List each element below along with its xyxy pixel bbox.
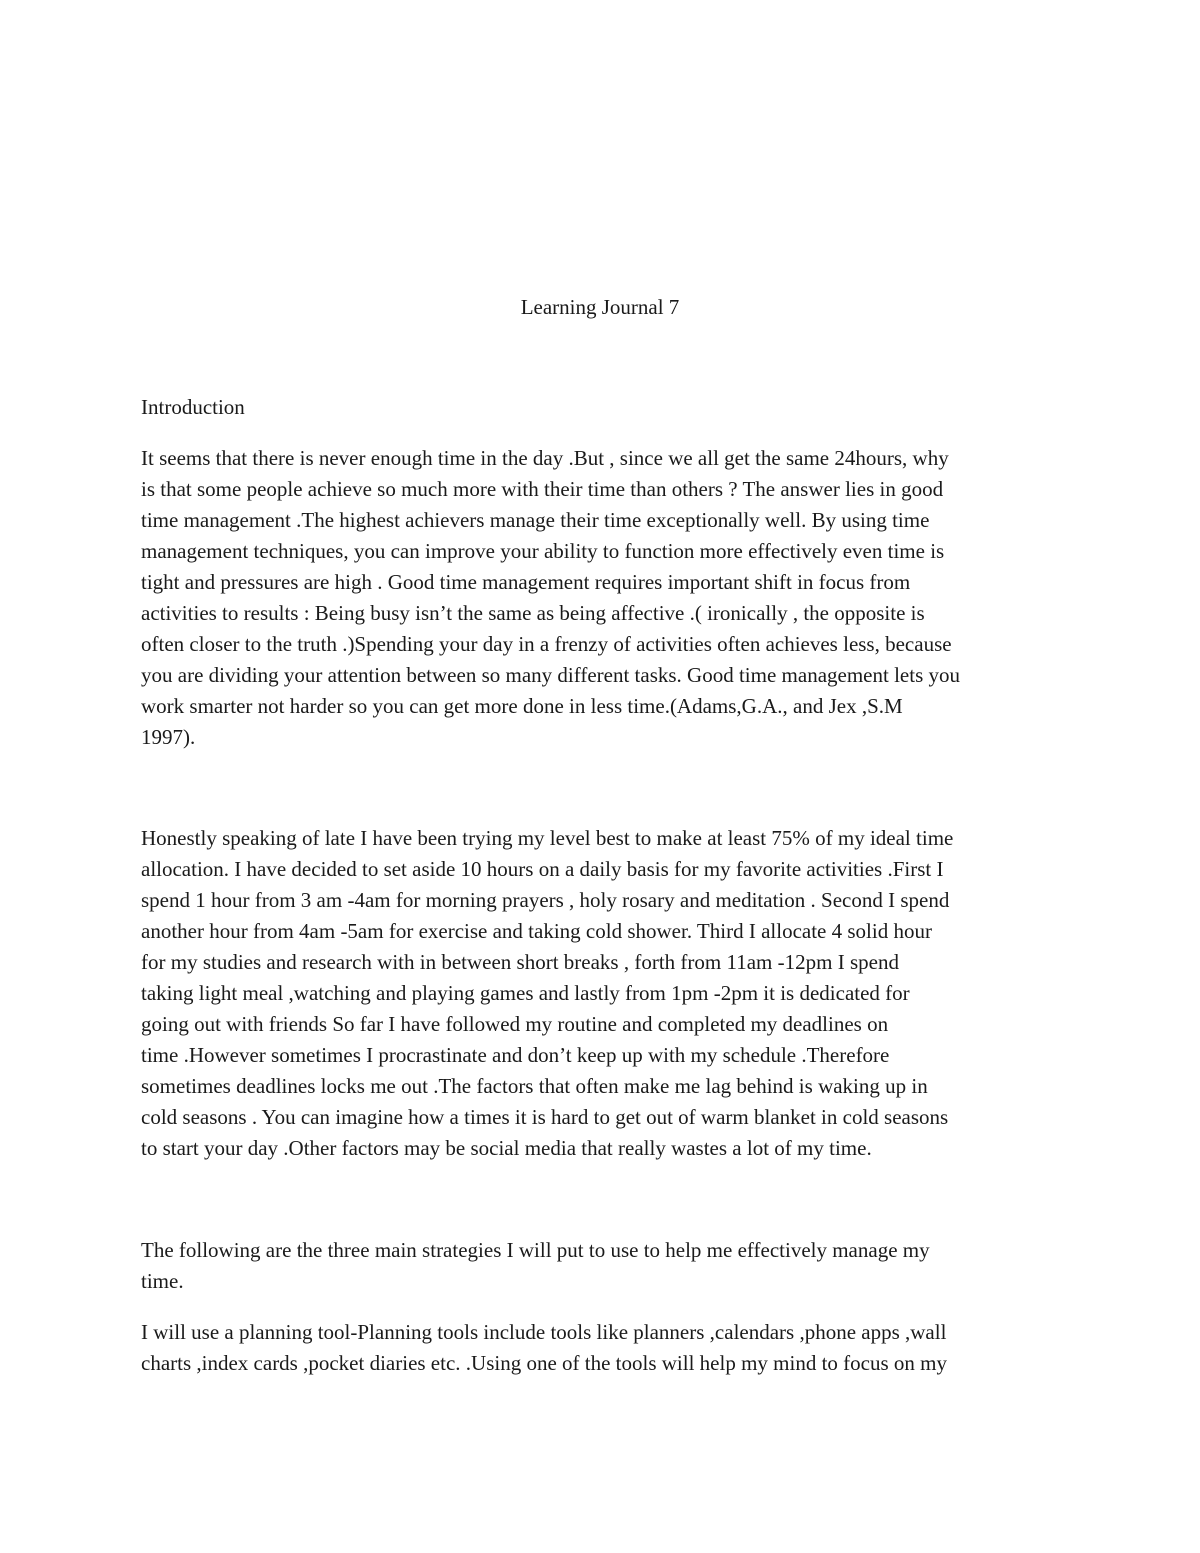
paragraph-time-allocation <box>141 823 1071 1164</box>
paragraph-line: management techniques, you can improve your ability to function more effectively even time is <box>141 539 945 563</box>
paragraph-line: It seems that there is never enough time in the day .But , since we all get the same 24hours, why <box>141 446 949 470</box>
paragraph-line: work smarter not harder so you can get more done in less time.(Adams,G.A., and Jex ,S.M <box>141 694 903 718</box>
paragraph-line: time .However sometimes I procrastinate and don’t keep up with my schedule .Therefore <box>141 1043 890 1067</box>
paragraph-line: another hour from 4am -5am for exercise and taking cold shower. Third I allocate 4 solid hour <box>141 919 932 943</box>
paragraph-line: time. <box>141 1269 184 1293</box>
paragraph-line: often closer to the truth .)Spending your day in a frenzy of activities often achieves less, because <box>141 632 952 656</box>
paragraph-line: for my studies and research with in between short breaks , forth from 11am -12pm I spend <box>141 950 899 974</box>
paragraph-line: tight and pressures are high . Good time management requires important shift in focus from <box>141 570 911 594</box>
paragraph-line: you are dividing your attention between so many different tasks. Good time management lets you <box>141 663 960 687</box>
paragraph-line: cold seasons . You can imagine how a times it is hard to get out of warm blanket in cold seasons <box>141 1105 949 1129</box>
paragraph-line: I will use a planning tool-Planning tools include tools like planners ,calendars ,phone apps ,wall <box>141 1320 947 1344</box>
paragraph-line: activities to results : Being busy isn’t the same as being affective .( ironically , the opposite is <box>141 601 925 625</box>
paragraph-line: Honestly speaking of late I have been trying my level best to make at least 75% of my ideal time <box>141 826 954 850</box>
paragraph-line: sometimes deadlines locks me out .The factors that often make me lag behind is waking up in <box>141 1074 928 1098</box>
paragraph-line: to start your day .Other factors may be social media that really wastes a lot of my time. <box>141 1136 872 1160</box>
paragraph-line: The following are the three main strategies I will put to use to help me effectively manage my <box>141 1238 930 1262</box>
heading-introduction-text: Introduction <box>141 395 245 419</box>
paragraph-line: allocation. I have decided to set aside 10 hours on a daily basis for my favorite activities .First I <box>141 857 944 881</box>
paragraph-line: 1997). <box>141 725 196 749</box>
paragraph-line: spend 1 hour from 3 am -4am for morning prayers , holy rosary and meditation . Second I spend <box>141 888 950 912</box>
heading-introduction <box>141 392 1071 423</box>
paragraph-line: taking light meal ,watching and playing games and lastly from 1pm -2pm it is dedicated for <box>141 981 910 1005</box>
paragraph-strategies-intro <box>141 1235 1071 1297</box>
document-title: Learning Journal 7 <box>520 295 680 319</box>
paragraph-planning-tool <box>141 1317 1071 1379</box>
paragraph-introduction <box>141 443 1071 753</box>
paragraph-line: time management .The highest achievers manage their time exceptionally well. By using time <box>141 508 930 532</box>
paragraph-line: charts ,index cards ,pocket diaries etc. .Using one of the tools will help my mind to focus on my <box>141 1351 947 1375</box>
paragraph-line: going out with friends So far I have followed my routine and completed my deadlines on <box>141 1012 889 1036</box>
paragraph-line: is that some people achieve so much more with their time than others ? The answer lies in good <box>141 477 944 501</box>
